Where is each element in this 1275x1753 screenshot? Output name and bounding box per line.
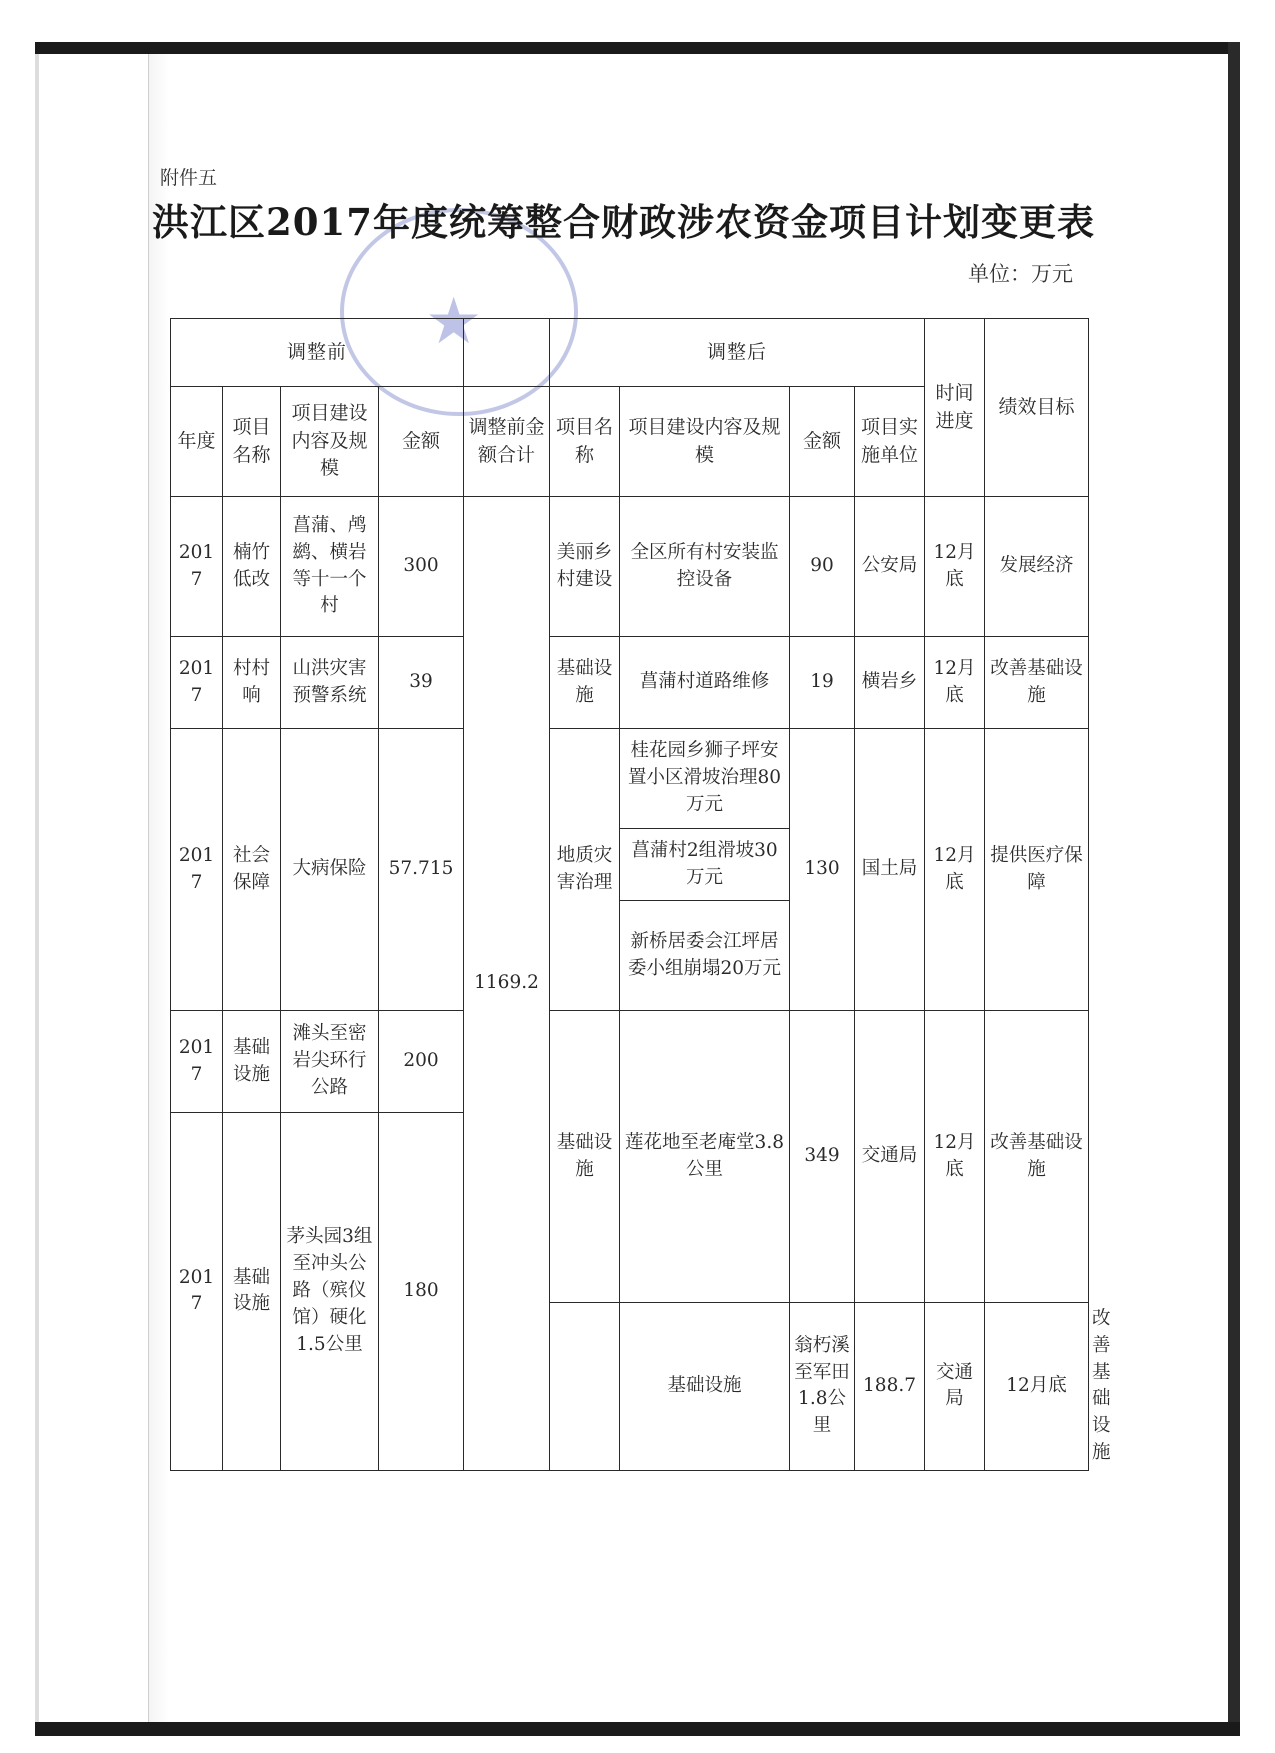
header-total-before: 调整前金额合计	[464, 387, 550, 497]
header-before-group: 调整前	[171, 319, 464, 387]
before-year: 2017	[171, 497, 223, 637]
annex-label: 附件五	[160, 167, 218, 189]
before-content: 大病保险	[281, 729, 379, 1011]
after-project-name: 基础设施	[550, 637, 620, 729]
page-binding-fold	[148, 54, 169, 1722]
after-implementer: 交通局	[925, 1303, 985, 1471]
header-content-before: 项目建设内容及规模	[281, 387, 379, 497]
after-content: 全区所有村安装监控设备	[620, 497, 790, 637]
total-before-value: 1169.2	[464, 497, 550, 1471]
after-goal: 改善基础设施	[985, 1011, 1089, 1303]
scan-shadow-top	[35, 42, 1240, 54]
after-project-name: 地质灾害治理	[550, 729, 620, 1011]
before-amount: 180	[379, 1113, 464, 1471]
after-content: 菖蒲村2组滑坡30万元	[620, 829, 790, 901]
unit-label: 单位：万元	[968, 262, 1073, 286]
before-project-name: 楠竹低改	[223, 497, 281, 637]
after-project-name: 基础设施	[620, 1303, 790, 1471]
before-project-name: 基础设施	[223, 1011, 281, 1113]
before-year: 2017	[171, 1011, 223, 1113]
seal-star-icon: ★	[425, 285, 483, 359]
after-content: 新桥居委会江坪居委小组崩塌20万元	[620, 901, 790, 1011]
before-project-name: 基础设施	[223, 1113, 281, 1471]
before-project-name: 社会保障	[223, 729, 281, 1011]
after-project-name: 美丽乡村建设	[550, 497, 620, 637]
header-blank	[464, 319, 550, 387]
before-year: 2017	[171, 1113, 223, 1471]
header-year: 年度	[171, 387, 223, 497]
after-goal: 提供医疗保障	[985, 729, 1089, 1011]
before-amount: 300	[379, 497, 464, 637]
change-table: 调整前 调整后 时间进度 绩效目标 年度 项目名称 项目建设内容及规模 金额 调整前金额合计 项目名称 项目建设内容及规模 金额 项目实施单位 2017 楠竹低改 菖蒲、鸬鹚、横岩等十一个村 300 1169.2 美丽乡村建设 全区所有村安装监控设备 90 公安局 12月底 发展经济 2017 村村响 山洪灾害预警系统 39 基础设施 菖蒲村道路维修 19 横岩乡 12月底 改善基础设施 2017 社会保障 大病保险 57.715 地质灾害治理 桂花园乡狮子坪安置小区滑坡治理80万元 130 国土局 12月底 提供医疗保障 菖蒲村2组滑坡30万元 新桥居委会江坪居委小组崩塌20万元 2017 基础设施 滩头至密岩尖环行公路 200 基础设施 莲花地至老庵堂3.8公里 349 交通局 12月底 改善基础设施 2017 基础设施 茅头园3组至冲头公路（殡仪馆）硬化1.5公里 180 基础设施 翁朽溪至军田1.8公里 188.7 交通局 12月底 改善基础设施	[170, 318, 1089, 1471]
after-content: 莲花地至老庵堂3.8公里	[620, 1011, 790, 1303]
header-after-group: 调整后	[550, 319, 925, 387]
after-amount: 130	[790, 729, 855, 1011]
after-implementer: 公安局	[855, 497, 925, 637]
scan-page-edge	[35, 54, 39, 1722]
after-time: 12月底	[985, 1303, 1089, 1471]
after-implementer: 国土局	[855, 729, 925, 1011]
header-performance-goal: 绩效目标	[985, 319, 1089, 497]
before-year: 2017	[171, 637, 223, 729]
before-content: 菖蒲、鸬鹚、横岩等十一个村	[281, 497, 379, 637]
after-amount: 19	[790, 637, 855, 729]
after-content: 桂花园乡狮子坪安置小区滑坡治理80万元	[620, 729, 790, 829]
before-content: 茅头园3组至冲头公路（殡仪馆）硬化1.5公里	[281, 1113, 379, 1471]
after-amount: 90	[790, 497, 855, 637]
after-implementer: 交通局	[855, 1011, 925, 1303]
before-project-name: 村村响	[223, 637, 281, 729]
after-time: 12月底	[925, 637, 985, 729]
header-project-name-after: 项目名称	[550, 387, 620, 497]
before-amount: 39	[379, 637, 464, 729]
before-content: 山洪灾害预警系统	[281, 637, 379, 729]
before-year: 2017	[171, 729, 223, 1011]
header-content-after: 项目建设内容及规模	[620, 387, 790, 497]
before-content: 滩头至密岩尖环行公路	[281, 1011, 379, 1113]
header-project-name-before: 项目名称	[223, 387, 281, 497]
after-time: 12月底	[925, 497, 985, 637]
header-implementer: 项目实施单位	[855, 387, 925, 497]
after-amount: 188.7	[855, 1303, 925, 1471]
document-title: 洪江区2017年度统筹整合财政涉农资金项目计划变更表	[152, 200, 1095, 244]
header-amount-before: 金额	[379, 387, 464, 497]
after-project-name: 基础设施	[550, 1011, 620, 1303]
total-before-continuation	[550, 1303, 620, 1471]
scan-shadow-bottom	[35, 1722, 1240, 1736]
after-implementer: 横岩乡	[855, 637, 925, 729]
after-content: 菖蒲村道路维修	[620, 637, 790, 729]
after-amount: 349	[790, 1011, 855, 1303]
after-time: 12月底	[925, 729, 985, 1011]
before-amount: 200	[379, 1011, 464, 1113]
scan-shadow-right	[1228, 42, 1240, 1736]
after-time: 12月底	[925, 1011, 985, 1303]
after-goal: 改善基础设施	[985, 637, 1089, 729]
after-goal: 发展经济	[985, 497, 1089, 637]
before-amount: 57.715	[379, 729, 464, 1011]
header-amount-after: 金额	[790, 387, 855, 497]
header-time-progress: 时间进度	[925, 319, 985, 497]
after-content: 翁朽溪至军田1.8公里	[790, 1303, 855, 1471]
